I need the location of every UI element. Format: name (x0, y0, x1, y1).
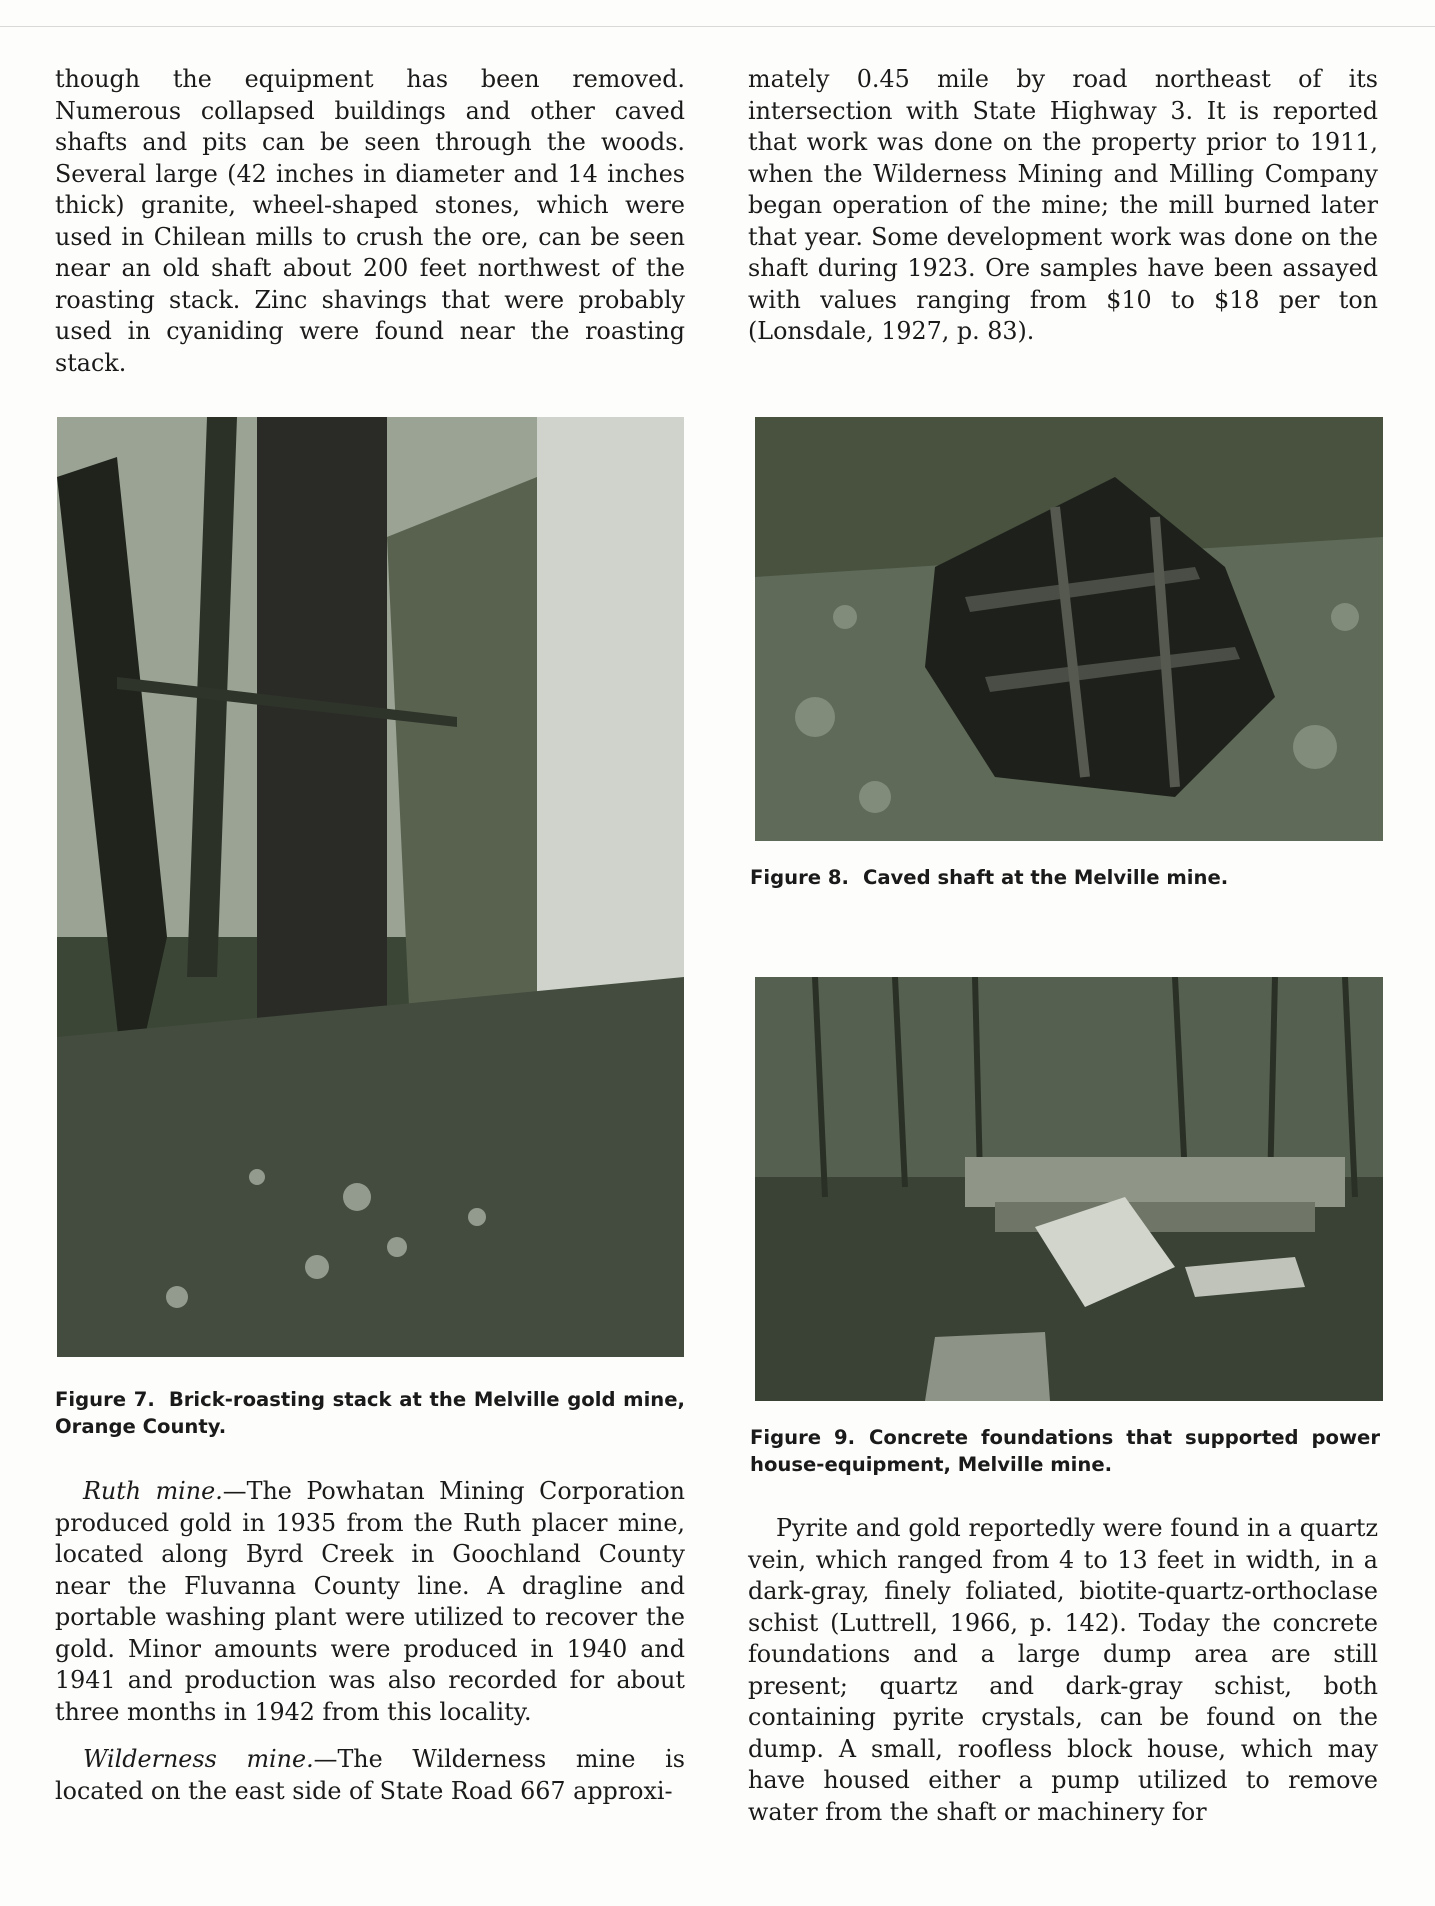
caved-shaft-image (755, 417, 1383, 841)
figure-8-text: Caved shaft at the Melville mine. (862, 866, 1229, 889)
figure-8-photo (755, 417, 1383, 841)
roasting-stack-image (57, 417, 684, 1357)
wilderness-mine-heading: Wilderness mine. (83, 1745, 314, 1773)
concrete-foundations-image (755, 977, 1383, 1401)
right-column-bottom-text (748, 1513, 1378, 1828)
ruth-mine-heading: Ruth mine. (83, 1477, 223, 1505)
figure-8-caption (750, 864, 1380, 891)
left-column-top-text (55, 64, 685, 379)
figure-9-text: Concrete foundations that supported power house-equipment, Melville mine. (750, 1426, 1380, 1476)
figure-9-photo (755, 977, 1383, 1401)
right-paragraph-1: mately 0.45 mile by road northeast of its intersection with State Highway 3. It is reported that work was done on the property prior to 1911, when the Wilderness Mining and Milling Company began operation of the mine; the mill burned later that year. Some development work was done on the shaft during 1923. Ore samples have been assayed with values ranging from $10 to $18 per ton (Lonsdale, 1927, p. 83). (748, 65, 1378, 345)
figure-9-caption (750, 1424, 1380, 1478)
figure-7-text: Brick-roasting stack at the Melville gold mine, Orange County. (55, 1388, 685, 1438)
right-column-top-text (748, 64, 1378, 348)
left-paragraph-1: though the equipment has been removed. Numerous collapsed buildings and other caved shafts and pits can be seen through the woods. Several large (42 inches in diameter and 14 inches thick) granite, wheel-shaped stones, which were used in Chilean mills to crush the ore, can be seen near an old shaft about 200 feet northwest of the roasting stack. Zinc shavings that were probably used in cyaniding were found near the roasting stack. (55, 65, 685, 377)
wilderness-mine-text: —The Wilderness mine is located on the east side of State Road 667 approxi- (55, 1745, 685, 1805)
wilderness-mine-paragraph (55, 1744, 685, 1807)
page-top-rule (0, 26, 1435, 27)
ruth-mine-text: —The Powhatan Mining Corporation produced gold in 1935 from the Ruth placer mine, located along Byrd Creek in Goochland County near the Fluvanna County line. A dragline and portable washing plant were utilized to recover the gold. Minor amounts were produced in 1940 and 1941 and production was also recorded for about three months in 1942 from this locality. (55, 1477, 685, 1726)
right-paragraph-2: Pyrite and gold reportedly were found in a quartz vein, which ranged from 4 to 13 feet in width, in a dark-gray, finely foliated, biotite-quartz-orthoclase schist (Luttrell, 1966, p. 142). Today the concrete foundations and a large dump area are still present; quartz and dark-gray schist, both containing pyrite crystals, can be found on the dump. A small, roofless block house, which may have housed either a pump utilized to remove water from the shaft or machinery for (748, 1514, 1378, 1826)
left-column-bottom-text (55, 1476, 685, 1807)
figure-7-photo (57, 417, 684, 1357)
figure-9-number: Figure 9. (750, 1426, 856, 1449)
figure-7-number: Figure 7. (55, 1388, 155, 1411)
ruth-mine-paragraph (55, 1476, 685, 1728)
figure-8-number: Figure 8. (750, 866, 849, 889)
figure-7-caption (55, 1386, 685, 1440)
